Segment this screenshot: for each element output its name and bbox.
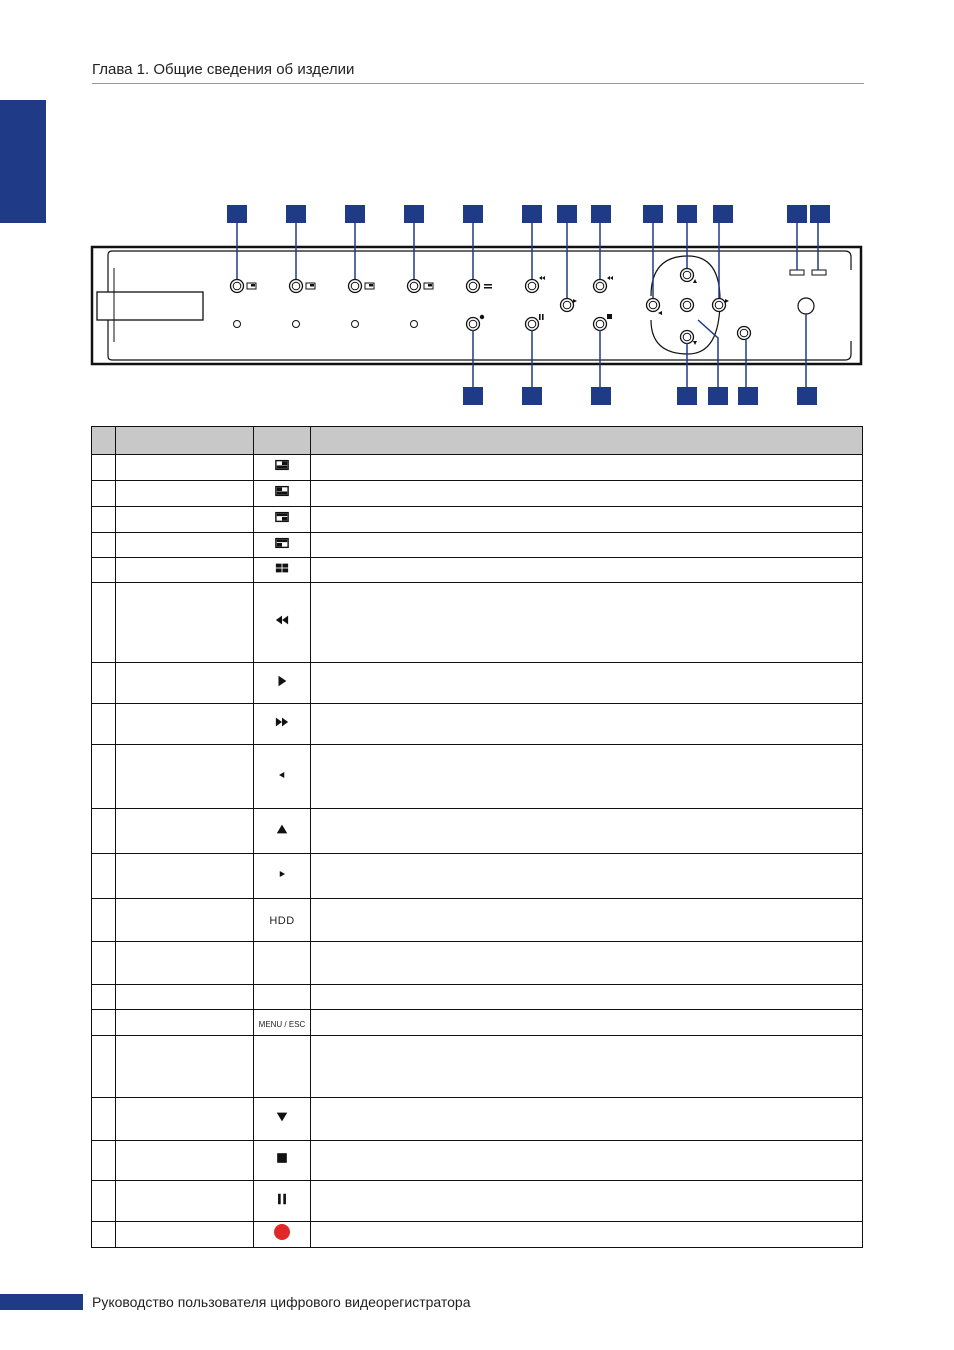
stop-icon-panel-button (594, 318, 607, 331)
row-icon-cell (254, 854, 311, 899)
table-row (92, 704, 863, 745)
row-name-cell (116, 1010, 254, 1036)
table-row (92, 1181, 863, 1222)
split-1-icon-panel-button (231, 280, 244, 293)
table-row (92, 1222, 863, 1248)
down-icon-panel-button (681, 331, 694, 344)
row-description-cell (311, 985, 863, 1010)
up-icon-panel-button (681, 269, 694, 282)
table-row (92, 533, 863, 558)
row-description-cell (311, 1010, 863, 1036)
panel-led-4 (411, 321, 418, 328)
record-dot-icon (274, 1224, 290, 1240)
header-icon (254, 427, 311, 455)
callout-top-7 (557, 205, 577, 223)
row-number-cell (92, 985, 116, 1010)
callout-bottom-6 (738, 387, 758, 405)
row-icon-cell (254, 1141, 311, 1181)
fast-forward-icon (275, 715, 289, 729)
row-number-cell (92, 745, 116, 809)
split-1-icon (275, 458, 289, 472)
row-name-cell (116, 558, 254, 583)
row-icon-cell (254, 507, 311, 533)
table-row (92, 583, 863, 663)
callout-top-11 (713, 205, 733, 223)
panel-led-2 (293, 321, 300, 328)
chapter-title: Глава 1. Общие сведения об изделии (92, 61, 355, 78)
row-icon-cell (254, 455, 311, 481)
row-description-cell (311, 583, 863, 663)
table-row (92, 1098, 863, 1141)
row-description-cell (311, 809, 863, 854)
row-name-cell (116, 481, 254, 507)
row-name-cell (116, 663, 254, 704)
row-icon-cell (254, 663, 311, 704)
row-number-cell (92, 1181, 116, 1222)
left-icon-panel-button (647, 299, 660, 312)
table-row (92, 558, 863, 583)
left-arrow-icon (276, 769, 288, 781)
row-icon-cell (254, 1222, 311, 1248)
quad-view-icon-panel-button (467, 280, 480, 293)
footer-accent-bar (0, 1294, 83, 1310)
footer-title: Руководство пользователя цифрового видеорегистратора (92, 1294, 471, 1310)
panel-led-3 (352, 321, 359, 328)
table-row (92, 481, 863, 507)
row-icon-cell (254, 481, 311, 507)
split-4-icon (275, 536, 289, 550)
callout-bottom-5 (708, 387, 728, 405)
row-description-cell (311, 899, 863, 942)
callout-top-12 (787, 205, 807, 223)
split-3-icon (275, 510, 289, 524)
table-row (92, 809, 863, 854)
row-name-cell (116, 1181, 254, 1222)
row-description-cell (311, 558, 863, 583)
table-row (92, 1036, 863, 1098)
row-name-cell (116, 809, 254, 854)
row-name-cell (116, 745, 254, 809)
pause-icon-symbol (539, 314, 541, 320)
table-row (92, 1141, 863, 1181)
icon-text: MENU / ESC (258, 1019, 306, 1029)
row-number-cell (92, 558, 116, 583)
down-arrow-icon (275, 1110, 289, 1124)
callout-top-4 (404, 205, 424, 223)
pause-icon-panel-button (526, 318, 539, 331)
quad-view-icon (275, 561, 289, 575)
table-row (92, 507, 863, 533)
chapter-divider (92, 83, 864, 84)
row-name-cell (116, 704, 254, 745)
callout-top-3 (345, 205, 365, 223)
callout-bottom-2 (522, 387, 542, 405)
table-row (92, 854, 863, 899)
row-name-cell (116, 507, 254, 533)
up-arrow-icon (275, 822, 289, 836)
row-name-cell (116, 942, 254, 985)
rewind-icon (275, 613, 289, 627)
row-number-cell (92, 1010, 116, 1036)
row-number-cell (92, 533, 116, 558)
split-2-icon (275, 484, 289, 498)
row-number-cell (92, 455, 116, 481)
header-number (92, 427, 116, 455)
key-table-header (92, 427, 863, 455)
row-icon-cell (254, 558, 311, 583)
row-description-cell (311, 745, 863, 809)
row-description-cell (311, 1098, 863, 1141)
row-name-cell (116, 455, 254, 481)
row-number-cell (92, 481, 116, 507)
row-number-cell (92, 663, 116, 704)
row-name-cell (116, 854, 254, 899)
row-name-cell (116, 1141, 254, 1181)
callout-top-9 (643, 205, 663, 223)
row-name-cell (116, 1036, 254, 1098)
row-icon-cell (254, 704, 311, 745)
quad-view-icon-symbol (484, 284, 492, 286)
row-description-cell (311, 854, 863, 899)
row-number-cell (92, 1036, 116, 1098)
row-icon-cell (254, 985, 311, 1010)
row-number-cell (92, 1222, 116, 1248)
right-arrow-icon (276, 868, 288, 880)
row-description-cell (311, 481, 863, 507)
stop-icon-symbol (607, 314, 612, 319)
row-number-cell (92, 1098, 116, 1141)
row-description-cell (311, 942, 863, 985)
row-description-cell (311, 1222, 863, 1248)
row-icon-cell (254, 1098, 311, 1141)
row-icon-cell (254, 1010, 311, 1036)
row-number-cell (92, 583, 116, 663)
display-window (97, 292, 203, 320)
row-icon-cell (254, 583, 311, 663)
table-row (92, 745, 863, 809)
row-number-cell (92, 1141, 116, 1181)
callout-top-1 (227, 205, 247, 223)
text-label-icon (259, 1020, 306, 1029)
row-number-cell (92, 809, 116, 854)
stop-icon (275, 1151, 289, 1165)
callout-top-10 (677, 205, 697, 223)
row-number-cell (92, 899, 116, 942)
row-description-cell (311, 704, 863, 745)
split-4-icon-panel-button (408, 280, 421, 293)
row-description-cell (311, 1141, 863, 1181)
row-name-cell (116, 533, 254, 558)
row-description-cell (311, 663, 863, 704)
row-description-cell (311, 533, 863, 558)
row-icon-cell (254, 533, 311, 558)
right-icon-panel-button (713, 299, 726, 312)
rewind-icon-panel-button (526, 280, 539, 293)
callout-bottom-4 (677, 387, 697, 405)
split-2-icon-panel-button (290, 280, 303, 293)
header-description (311, 427, 863, 455)
table-row (92, 899, 863, 942)
row-number-cell (92, 854, 116, 899)
record-icon-panel-button (467, 318, 480, 331)
row-name-cell (116, 899, 254, 942)
table-row (92, 1010, 863, 1036)
panel-led-1 (234, 321, 241, 328)
row-icon-cell (254, 942, 311, 985)
split-3-icon-panel-button (349, 280, 362, 293)
front-panel-diagram (0, 195, 954, 420)
table-row (92, 985, 863, 1010)
row-name-cell (116, 583, 254, 663)
menu-esc-icon-panel-button (738, 327, 751, 340)
row-icon-cell (254, 1036, 311, 1098)
text-label-icon (269, 915, 294, 927)
callout-bottom-3 (591, 387, 611, 405)
enter-icon-panel-button (681, 299, 694, 312)
row-description-cell (311, 455, 863, 481)
callout-bottom-1 (463, 387, 483, 405)
callout-top-13 (810, 205, 830, 223)
fast-forward-icon-panel-button (594, 280, 607, 293)
ir-receiver-icon (798, 298, 814, 314)
table-row (92, 942, 863, 985)
row-name-cell (116, 1098, 254, 1141)
icon-text: HDD (269, 915, 295, 927)
callout-top-5 (463, 205, 483, 223)
row-name-cell (116, 1222, 254, 1248)
row-description-cell (311, 507, 863, 533)
callout-top-6 (522, 205, 542, 223)
row-icon-cell (254, 809, 311, 854)
power-led (812, 270, 826, 275)
table-row (92, 455, 863, 481)
row-icon-cell (254, 745, 311, 809)
record-icon-symbol (480, 315, 484, 319)
header-name (116, 427, 254, 455)
row-icon-cell (254, 1181, 311, 1222)
callout-top-2 (286, 205, 306, 223)
callout-bottom-7 (797, 387, 817, 405)
table-row (92, 663, 863, 704)
key-table (91, 426, 863, 1248)
row-description-cell (311, 1036, 863, 1098)
play-icon (275, 674, 289, 688)
callout-top-8 (591, 205, 611, 223)
row-number-cell (92, 942, 116, 985)
play-icon-panel-button (561, 299, 574, 312)
row-number-cell (92, 507, 116, 533)
hdd-led (790, 270, 804, 275)
row-name-cell (116, 985, 254, 1010)
row-description-cell (311, 1181, 863, 1222)
pause-icon (275, 1192, 289, 1206)
row-number-cell (92, 704, 116, 745)
row-icon-cell (254, 899, 311, 942)
